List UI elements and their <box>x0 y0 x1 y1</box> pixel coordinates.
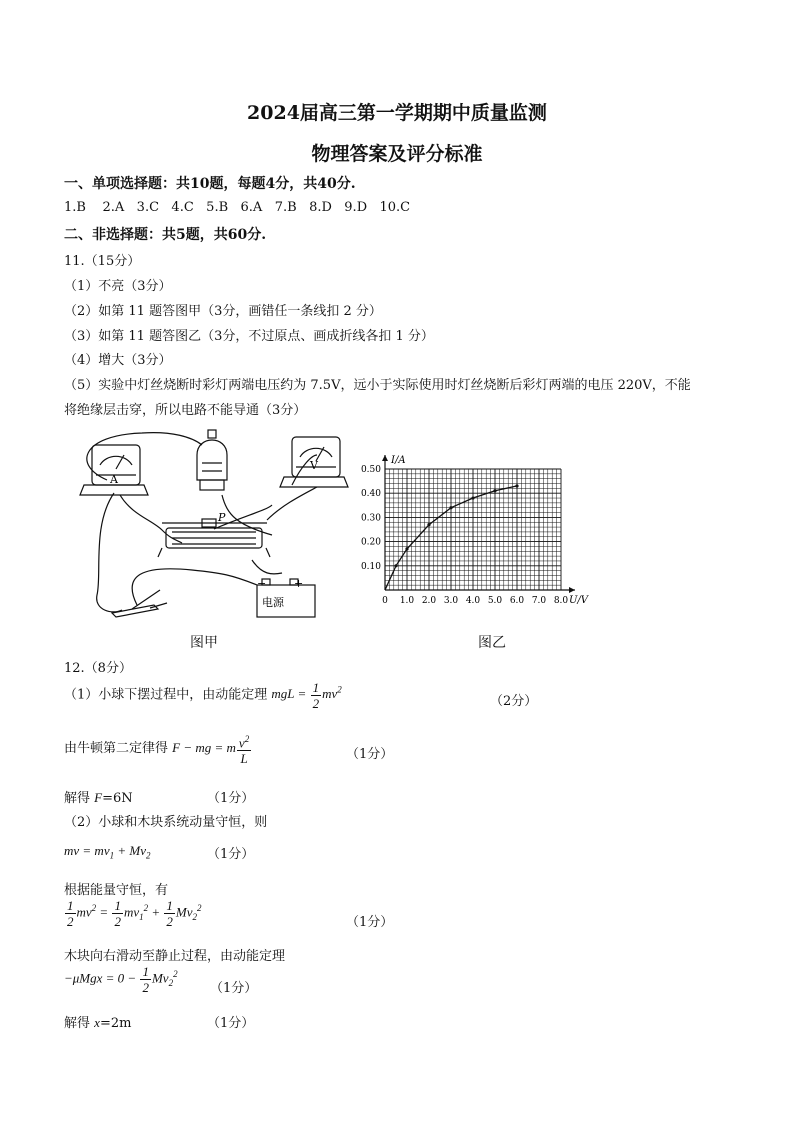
y-tick-label: 0.20 <box>360 537 381 548</box>
formula-momentum: mv = $mv_1 + Mv_2$ <box>64 843 151 861</box>
data-point <box>449 506 452 509</box>
x-tick-label: 4.0 <box>465 596 481 606</box>
y-tick-label: 0.50 <box>360 465 381 475</box>
q11-part2: （2）如第 11 题答图甲（3分，画错任一条线扣 2 分） <box>64 304 382 319</box>
q12-line7-score: （1分） <box>346 915 394 930</box>
q12-line1-text: （1）小球下摆过程中，由动能定理 <box>64 687 268 703</box>
answer-list: 1.B 2.A 3.C 4.C 5.B 6.A 7.B 8.D 9.D 10.C <box>64 200 411 215</box>
slider-label: P <box>218 511 226 524</box>
data-point <box>405 547 408 550</box>
formula-work-energy: mgL = $\frac{1}{2}$ $mv^2$ <box>271 680 342 711</box>
x-tick-label: 7.0 <box>531 596 547 606</box>
data-point <box>394 564 397 567</box>
var-F: F <box>94 790 103 805</box>
section-heading-1: 一、单项选择题：共10题，每题4分，共40分. <box>64 176 356 192</box>
q12-line10-value: =2m <box>99 1016 132 1031</box>
q11-part3: （3）如第 11 题答图乙（3分，不过原点、画成折线各扣 1 分） <box>64 329 434 344</box>
x-tick-label: 5.0 <box>487 596 503 606</box>
x-tick-label: 6.0 <box>509 596 525 606</box>
circuit-diagram <box>62 425 352 620</box>
voltmeter-label: V <box>310 459 318 472</box>
data-point <box>493 489 496 492</box>
y-tick-label: 0.10 <box>360 561 381 572</box>
q11-part4: （4）增大（3分） <box>64 353 172 368</box>
formula-newton: F − mg = m $\frac{v^2}{L}$ <box>172 734 250 767</box>
data-point <box>471 496 474 499</box>
q12-line6: 根据能量守恒，有 <box>64 883 169 898</box>
x-tick-label: 1.0 <box>399 596 415 606</box>
y-axis-arrow <box>382 455 388 461</box>
q11-part5-line1: （5）实验中灯丝烧断时彩灯两端电压约为 7.5V，远小于实际使用时灯丝烧断后彩灯两端的电压 220V，不能 <box>64 378 691 393</box>
q12-line1-score: （2分） <box>490 694 538 709</box>
q12-line3-value: =6N <box>102 791 133 806</box>
q12-line5-score: （1分） <box>207 847 255 862</box>
data-point <box>515 484 518 487</box>
x-tick-label: 2.0 <box>421 596 437 606</box>
formula-energy: $\frac{1}{2}$ $mv^2$ = $\frac{1}{2}$ $mv_1^2$ + $\frac{1}{2}$ $Mv_2^2$ <box>67 898 202 929</box>
x-tick-label: 3.0 <box>443 596 459 606</box>
q12-line3-score: （1分） <box>207 791 255 806</box>
var-x: x <box>94 1015 100 1030</box>
q12-heading: 12.（8分） <box>64 661 132 676</box>
source-minus: − <box>257 577 267 590</box>
q12-line9-score: （1分） <box>210 981 258 996</box>
q12-line10-score: （1分） <box>207 1016 255 1031</box>
source-plus: + <box>294 577 304 590</box>
q12-line8: 木块向右滑动至静止过程，由动能定理 <box>64 949 286 964</box>
q12-line10-label: 解得 <box>64 1016 91 1031</box>
x-axis-label: U/V <box>569 595 589 606</box>
iu-chart <box>355 445 605 610</box>
q11-part1: （1）不亮（3分） <box>64 279 172 294</box>
x-tick-label: 0 <box>382 596 388 606</box>
q12-line3-label: 解得 <box>64 791 91 806</box>
q12-line10 <box>64 1012 131 1031</box>
y-tick-label: 0.40 <box>360 489 381 500</box>
y-axis-label: I/A <box>391 455 406 466</box>
q12-line3 <box>64 787 133 806</box>
q12-line1 <box>64 680 342 711</box>
formula-friction: −μMgx = 0 − $\frac{1}{2}$ $Mv_2^2$ <box>64 964 178 995</box>
ammeter-label: A <box>110 473 118 486</box>
page-title: 2024届高三第一学期期中质量监测 <box>247 102 547 124</box>
section-heading-2: 二、非选择题：共5题，共60分. <box>64 227 267 243</box>
q12-line2 <box>64 732 252 766</box>
q12-line2-text: 由牛顿第二定律得 <box>64 741 169 757</box>
y-tick-label: 0.30 <box>360 513 381 524</box>
x-tick-label: 8.0 <box>553 596 569 606</box>
q12-line2-score: （1分） <box>346 747 394 762</box>
x-axis-arrow <box>569 587 575 593</box>
data-point <box>427 523 430 526</box>
page-subtitle: 物理答案及评分标准 <box>311 143 483 165</box>
figure-yi-caption: 图乙 <box>478 635 506 651</box>
figure-jia-caption: 图甲 <box>190 635 218 651</box>
source-label: 电源 <box>262 596 284 609</box>
q11-heading: 11.（15分） <box>64 254 141 269</box>
q12-line4: （2）小球和木块系统动量守恒，则 <box>64 815 268 830</box>
q11-part5-line2: 将绝缘层击穿，所以电路不能导通（3分） <box>64 403 307 418</box>
